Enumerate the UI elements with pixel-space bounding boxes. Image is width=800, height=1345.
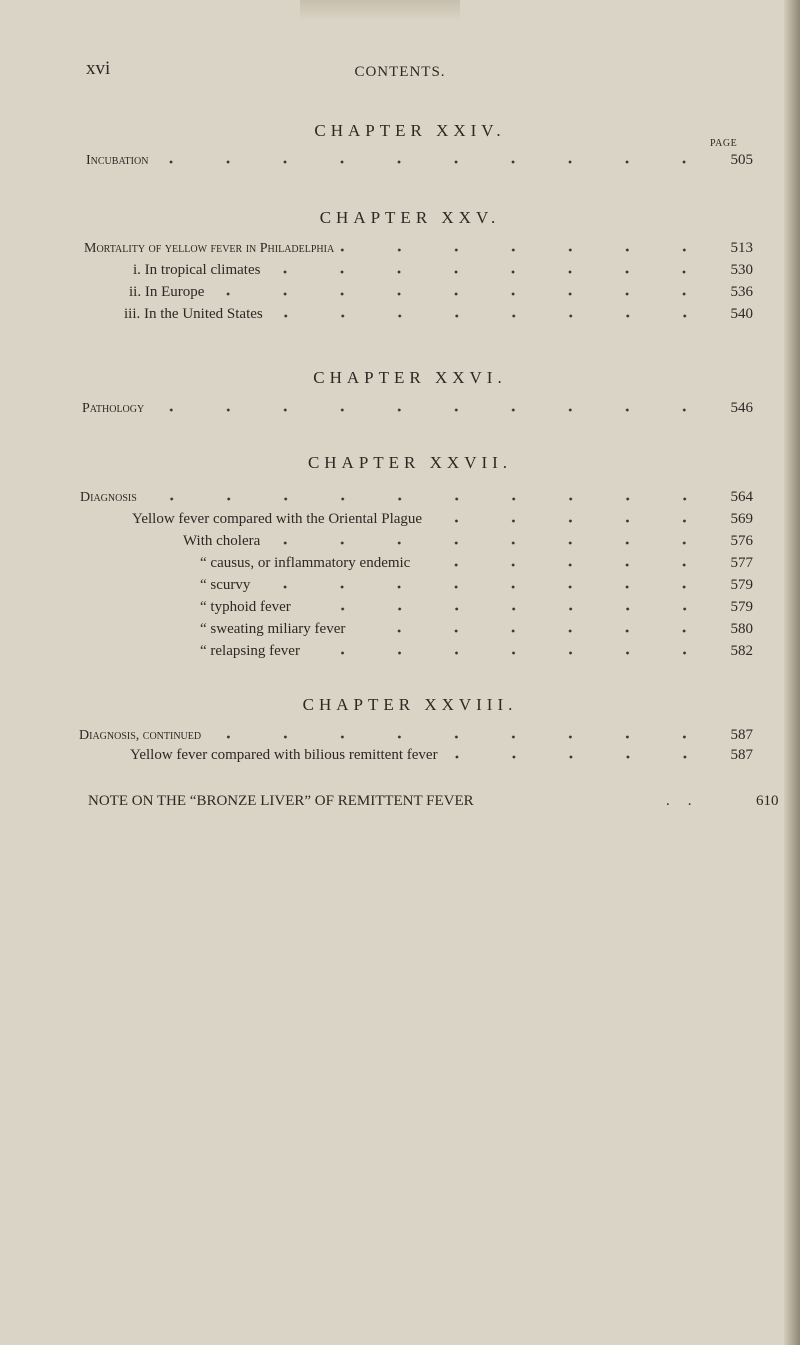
toc-note-entry[interactable] <box>88 793 788 810</box>
entry-page: 576 <box>730 533 753 549</box>
entry-title: ii. In Europe <box>129 284 205 300</box>
toc-entry[interactable] <box>0 747 753 764</box>
chapter-heading: CHAPTER XXIV. <box>314 121 506 140</box>
page-number: xvi <box>86 58 111 79</box>
toc-entry[interactable] <box>0 577 753 594</box>
dot-leader <box>306 643 713 655</box>
dot-leader <box>143 489 713 501</box>
entry-title: iii. In the United States <box>124 306 263 322</box>
entry-title: Mortality of yellow fever in Philadelphia <box>84 241 335 256</box>
entry-title: Pathology <box>82 401 145 416</box>
entry-page: 579 <box>730 599 753 615</box>
entry-page: 577 <box>730 555 753 571</box>
toc-entry[interactable] <box>0 489 753 506</box>
dot-leader <box>340 240 713 252</box>
page-edge <box>784 0 800 1345</box>
running-head: CONTENTS. <box>354 64 446 80</box>
dot-leader <box>351 621 713 633</box>
toc-entry[interactable] <box>0 643 753 660</box>
toc-entry[interactable] <box>0 533 753 550</box>
entry-title: “ causus, or inflammatory endemic <box>200 555 411 571</box>
chapter-heading: CHAPTER XXVII. <box>307 453 513 472</box>
dot-leader: .. <box>666 793 710 809</box>
dot-leader <box>266 533 713 545</box>
toc-entry[interactable] <box>0 555 753 572</box>
dot-leader <box>210 284 713 296</box>
dot-leader <box>269 306 713 318</box>
dot-leader <box>154 152 713 164</box>
toc-entry[interactable] <box>0 262 753 279</box>
dot-leader <box>207 727 713 739</box>
note-title: NOTE ON THE “BRONZE LIVER” OF REMITTENT FEVER <box>88 793 474 809</box>
entry-title: Yellow fever compared with bilious remittent fever <box>130 747 438 763</box>
chapter-heading: CHAPTER XXV. <box>319 208 501 227</box>
dot-leader <box>428 511 713 523</box>
entry-title: “ sweating miliary fever <box>200 621 346 637</box>
entry-title: Incubation <box>86 153 149 168</box>
page-column-label: PAGE <box>710 138 738 149</box>
dot-leader <box>266 262 713 274</box>
entry-title: “ typhoid fever <box>200 599 291 615</box>
toc-entry[interactable] <box>0 284 753 301</box>
entry-page: 505 <box>730 152 753 168</box>
toc-entry[interactable] <box>0 727 753 744</box>
entry-title: Yellow fever compared with the Oriental Plague <box>132 511 423 527</box>
entry-page: 582 <box>730 643 753 659</box>
entry-page: 579 <box>730 577 753 593</box>
entry-title: “ scurvy <box>200 577 251 593</box>
entry-page: 587 <box>730 747 753 763</box>
entry-page: 536 <box>730 284 753 300</box>
entry-page: 580 <box>730 621 753 637</box>
entry-page: 513 <box>730 240 753 256</box>
dot-leader <box>297 599 713 611</box>
toc-entry[interactable] <box>0 240 753 257</box>
entry-page: 530 <box>730 262 753 278</box>
entry-page: 546 <box>730 400 753 416</box>
dot-leader <box>416 555 713 567</box>
entry-title: Diagnosis <box>80 490 137 505</box>
dot-leader <box>256 577 713 589</box>
entry-page: 564 <box>730 489 753 505</box>
entry-title: i. In tropical climates <box>133 262 261 278</box>
entry-page: 540 <box>730 306 753 322</box>
entry-page: 587 <box>730 727 753 743</box>
entry-title: With cholera <box>183 533 261 549</box>
chapter-heading: CHAPTER XXVIII. <box>302 695 518 714</box>
toc-entry[interactable] <box>0 400 753 417</box>
entry-page: 569 <box>730 511 753 527</box>
toc-entry[interactable] <box>0 306 753 323</box>
entry-title: Diagnosis, continued <box>79 728 202 743</box>
note-page: 610 <box>756 793 779 809</box>
toc-entry[interactable] <box>0 152 753 169</box>
toc-entry[interactable] <box>0 599 753 616</box>
entry-title: “ relapsing fever <box>200 643 300 659</box>
dot-leader <box>150 400 713 412</box>
toc-entry[interactable] <box>0 511 753 528</box>
toc-entry[interactable] <box>0 621 753 638</box>
scan-shadow <box>300 0 460 20</box>
dot-leader <box>444 747 713 759</box>
chapter-heading: CHAPTER XXVI. <box>313 368 507 387</box>
